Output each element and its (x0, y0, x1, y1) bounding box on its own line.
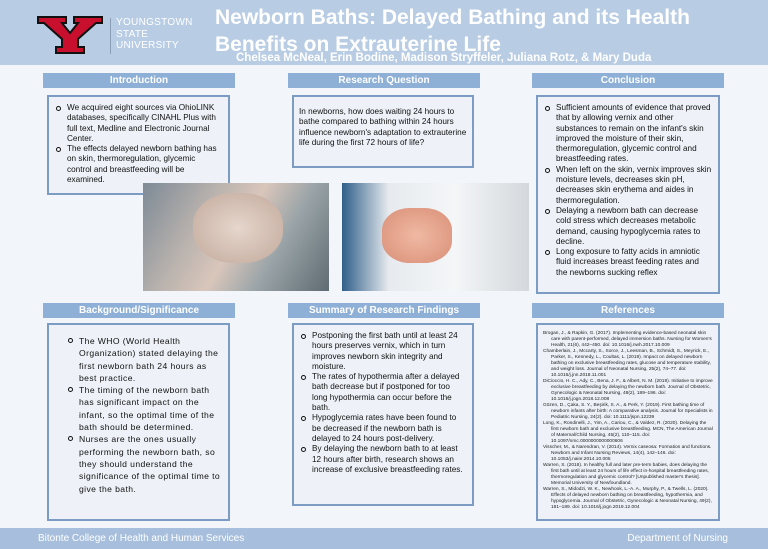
college-name: Bitonte College of Health and Human Services (38, 533, 245, 544)
list-item: By delaying the newborn bath to at least 12 hours after birth, research shows an increase of exclusive breastfeeding rates. (300, 444, 466, 475)
background-box (47, 323, 230, 521)
references-box (536, 323, 720, 521)
authors: Chelsea McNeal, Erin Bodine, Madison Stryffeler, Juliana Rotz, & Mary Duda (236, 52, 652, 64)
reference-item: DiCioccio, H. C., Ady, C., Bena, J. F., & Albert, N. M. (2019). Initiative to improve exclusive breastfeeding by delaying the newborn bath. Journal of Obstetric, Gynecologic & Neonatal Nursing, 48(2), 189–196. doi: 10.1016/j.jogn.2018.12.008 (543, 379, 713, 402)
research-question-heading: Research Question (288, 73, 480, 88)
logo-line: YOUNGSTOWN (116, 17, 193, 28)
logo-line: STATE (116, 28, 149, 40)
newborn-bath-photo (342, 183, 529, 291)
summary-box (292, 323, 474, 506)
research-question-text: In newborns, how does waiting 24 hours to bathe compared to bathing within 24 hours influence newborn's adaptation to extrauterine life during the first 72 hours of life? (299, 107, 467, 147)
reference-item: Gözen, D., Çaka, S. Y., Beşirik, S. A., & Perk, Y. (2019). First bathing time of newborn infants after birth: A comparative analysis. Journal for Specialists in Pediatric Nursing, 24(2). doi: 10.1111/jspn.12239 (543, 403, 713, 420)
list-item: Postponing the first bath until at least 24 hours preserves vernix, which in turn improves newborn skin integrity and moisture. (300, 331, 466, 372)
poster-footer (0, 528, 768, 549)
list-item: The WHO (World Health Organization) stated delaying the first newborn bath 24 hours as best practice. (67, 335, 222, 384)
list-item: Long exposure to fatty acids in amniotic fluid increases breast feeding rates and the newborns sucking reflex (544, 247, 712, 278)
summary-heading: Summary of Research Findings (288, 303, 480, 318)
poster-header (0, 0, 768, 65)
introduction-heading: Introduction (43, 73, 235, 88)
introduction-box (47, 95, 230, 195)
list-item: The timing of the newborn bath has significant impact on the infant, so the optimal time of the bath should be determined. (67, 384, 222, 433)
university-name (116, 17, 193, 52)
list-item: Hypoglycemia rates have been found to be decreased if the newborn bath is delayed to 24 hours post-delivery. (300, 413, 466, 444)
list-item: The rates of hypothermia after a delayed bath decrease but if postponed for too long hypothermia can occur before the bath. (300, 372, 466, 413)
list-item: Sufficient amounts of evidence that proved that by allowing vernix and other substances to remain on the infant's skin improved the moisture of their skin, thermoregulation, glycemic control and breastfeeding rates. (544, 103, 712, 165)
poster-title: Newborn Baths: Delayed Bathing and its Health Benefits on Extrauterine Life (215, 6, 690, 56)
reference-item: Visscher, M., & Narendran, V. (2014). Vernix caseosa: Formation and functions. Newborn and Infant Nursing Reviews, 14(4), 142–146. doi: 10.1053/j.nainr.2014.10.005 (543, 445, 712, 462)
department-name: Department of Nursing (627, 533, 728, 544)
reference-item: Brogan, J., & Rapkin, G. (2017). Implementing evidence-based neonatal skin care with parent-performed, delayed immersion baths. Nursing for Women's Health, 21(6), 442–450. doi: 10.1016/j.nwh.2017.10.009 (543, 331, 712, 348)
reference-item: Long, K., Rondinelli, J., Yim, A., Cariou, C., & Valdez, R. (2020). Delaying the first newborn bath and exclusive breastfeeding. MCN, The American Journal of Maternal/Child Nursing, 45(2), 110–115. doi: 10.1097/nmc.0000000000000606 (543, 421, 713, 444)
list-item: We acquired eight sources via OhioLINK databases, specifically CINAHL Plus with full text, Medline and Electronic Journal Center. (55, 103, 222, 144)
newborn-with-vernix-photo (143, 183, 329, 291)
conclusion-heading: Conclusion (532, 73, 724, 88)
logo-divider (110, 18, 111, 54)
background-heading: Background/Significance (43, 303, 235, 318)
reference-item: Warren, S., Midodzi, W. K., Newhook, L.-A. A., Murphy, P., & Twells, L. (2020). Effects of delayed newborn bathing on breastfeeding, hypothermia, and hypoglycemia. Journal of Obstetric, Gynecologic & Neonatal Nursing, 49(2), 181–189. doi: 10.1016/j.jogn.2019.12.004 (543, 487, 712, 510)
research-question-box (292, 95, 474, 168)
list-item: Nurses are the ones usually performing the newborn bath, so they should understand the significance of the optimal time to give the bath. (67, 433, 222, 494)
reference-item: Chamberlain, J., Mccarty, S., Sorce, J., Leesman, B., Schmidt, S., Meyrick, E., Parker, S., Kennedy, L., Coultas, L. (2019). Impact on delayed newborn bathing on exclusive breastfeeding rates, glucose and temperature stability, and weight loss. Journal of Neonatal Nursing, 25(2), 74–77. doi: 10.1016/j.jnn.2018.11.001 (543, 349, 711, 378)
references-heading: References (532, 303, 724, 318)
list-item: The effects delayed newborn bathing has on skin, thermoregulation, glycemic control and breastfeeding will be examined. (55, 144, 222, 185)
conclusion-box (536, 95, 720, 294)
logo-line: UNIVERSITY (116, 40, 180, 51)
reference-item: Warren, S. (2018). In healthy full and later pre-term babies, does delaying the first bath until at least 24 hours of life effect in-hospital breastfeeding rates, thermoregulation and glycemic control? [Unpublished master's thesis]. Memorial University of Newfoundland. (543, 463, 710, 486)
ysu-y-logo-icon (36, 15, 104, 55)
list-item: When left on the skin, vernix improves skin moisture levels, decreases skin pH, decreases skin erythema and aides in thermoregulation. (544, 165, 712, 206)
list-item: Delaying a newborn bath can decrease cold stress which decreases metabolic demand, causing hypoglycemia rates to decline. (544, 206, 712, 247)
